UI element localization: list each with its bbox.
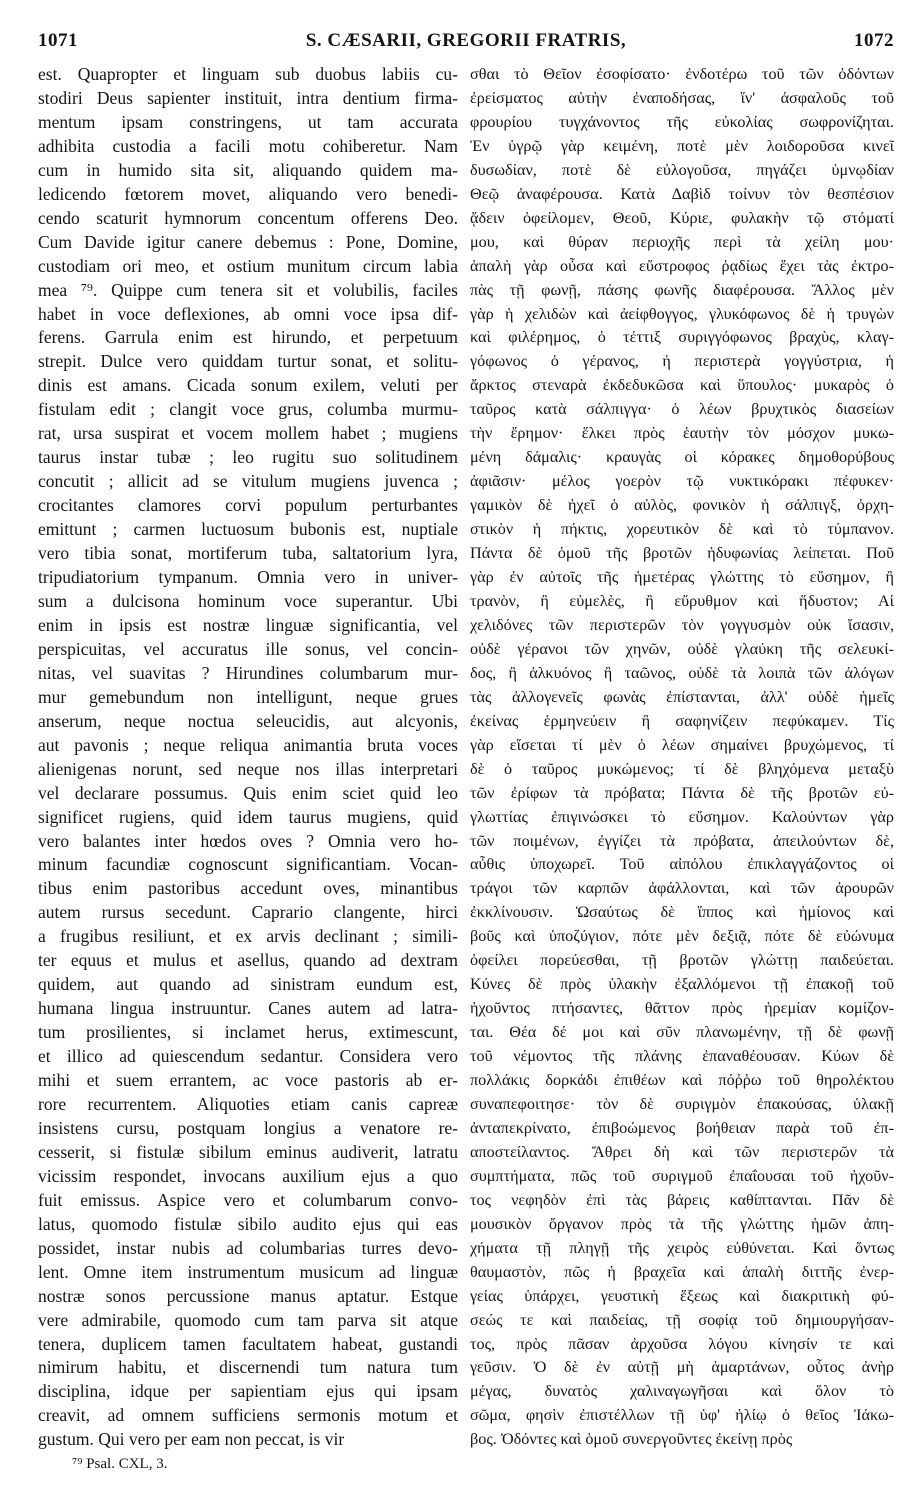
greek-text-line: δὲ ὁ ταῦρος μυκώμενος; τί δὲ βληχόμενα μεταξὺ	[470, 759, 894, 778]
latin-text-line: gustum. Qui vero per eam non peccat, is vir	[38, 1429, 345, 1450]
latin-text-line: emittunt ; carmen luctuosum bubonis est, nuptiale	[38, 519, 458, 540]
greek-text-line: πολλάκις δορκάδι ἐπιθέων καὶ πόῤῥω τοῦ θηρολέκτου	[470, 1071, 894, 1090]
latin-text-line: a frugibus resiliunt, et ex arvis declinant ; simili-	[38, 926, 458, 947]
latin-text-line: cendo scaturit hymnorum concentum offerens Deo.	[38, 207, 458, 228]
latin-text-line: habet in voce deflexiones, ab omni voce ipsa dif-	[38, 303, 458, 324]
latin-text-line: mihi et suem errantem, ac voce pastoris ab er-	[38, 1070, 458, 1091]
footnote: ⁷⁹ Psal. CXL, 3.	[72, 1456, 168, 1472]
running-title: S. CÆSARII, GREGORII FRATRIS,	[305, 30, 627, 51]
latin-text-line: strepit. Dulce vero quiddam turtur sonat, et solitu-	[38, 351, 458, 372]
greek-text-line: μουσικὸν ὄργανον πρὸς τὰ τῆς γλώττης ἡμῶν ἀπη-	[470, 1214, 894, 1233]
latin-text-line: rat, ursa suspirat et vocem mollem habet ; mugiens	[38, 423, 458, 444]
latin-text-line: vere admirabile, quomodo cum tam parva sit atque	[38, 1309, 458, 1330]
latin-text-line: et illico ad quiescendum sedantur. Considera vero	[38, 1046, 458, 1067]
greek-text-line: γὰρ εἴσεται τί μὲν ὁ λέων σημαίνει βρυχώμενος, τί	[470, 735, 894, 754]
latin-text-line: tum prosilientes, si inclamet herus, extimescunt,	[38, 1022, 458, 1043]
greek-text-line: γλωττίας ἐπιγινώσκει τὸ εὔσημον. Καλούντων γὰρ	[470, 807, 894, 826]
greek-text-line: ἁπαλὴ γὰρ οὖσα καὶ εὔστροφος ῥᾳδίως ἔχει τὰς ἐκτρο-	[470, 256, 894, 275]
greek-text-line: ἠχοῦντος πτήσαντες, θᾶττον πρὸς ἠρεμίαν κομίζον-	[470, 999, 894, 1018]
greek-column	[470, 63, 894, 1452]
greek-text-line: φρουρίου τυγχάνοντος τῆς εὐκολίας σωφρονίζηται.	[470, 112, 894, 131]
greek-text-line: γὰρ ἡ χελιδὼν καὶ ἀείφθογγος, γλυκόφωνος δὲ ἡ τρυγὼν	[470, 304, 894, 323]
greek-text-line: σθαι τὸ Θεῖον ἐσοφίσατο· ἐνδοτέρω τοῦ τῶν ὀδόντων	[470, 65, 894, 83]
greek-text-line: σῶμα, φησὶν ἐπιστέλλων τῇ ὑφ' ἡλίῳ ὁ θεῖος Ἰάκω-	[470, 1406, 894, 1425]
greek-text-line: ᾄδειν ὀφείλομεν, Θεοῦ, Κύριε, φυλακὴν τῷ στόματί	[470, 208, 894, 227]
latin-text-line: sum a dulcisona hominum voce superantur. Ubi	[38, 590, 458, 611]
greek-text-line: βοῦς καὶ ὑποζύγιον, πότε μὲν δεξιᾷ, πότε δὲ εὐώνυμα	[470, 927, 894, 946]
greek-text-line: ὀφείλει πορεύεσθαι, τῇ βροτῶν γλώττῃ παιδεύεται.	[470, 951, 894, 970]
greek-text-line: γὰρ ἐν αὐτοῖς τῆς ἡμετέρας γλώττης τὸ εὔσημον, ἢ	[470, 568, 894, 587]
greek-text-line: τοῦ νέμοντος τῆς πλάνης ἐπαναθέουσαν. Κύων δὲ	[470, 1047, 894, 1066]
latin-text-line: mentum ipsam constringens, ut tam accurata	[38, 111, 458, 132]
greek-text-line: σεώς τε καὶ παιδείας, τῇ σοφίᾳ τοῦ δημιουργήσαν-	[470, 1310, 894, 1329]
greek-text-line: θαυμαστὸν, πῶς ἡ βραχεῖα καὶ ἁπαλὴ διττῆς ἐνερ-	[470, 1262, 894, 1281]
latin-text-line: dinis est amans. Cicada sonum exilem, veluti per	[38, 375, 458, 396]
greek-text-line: αποστείλαντος. Ἄθρει δὴ καὶ τῶν περιστερῶν τὰ	[470, 1142, 894, 1161]
latin-text-line: Cum Davide igitur canere debemus : Pone, Domine,	[38, 231, 458, 252]
latin-text-line: vel declarare possumus. Quis enim sciet quid leo	[38, 782, 458, 803]
greek-text-line: δος, ἢ ἀλκυόνος ἢ ταῶνος, οὐδὲ τὰ λοιπὰ τῶν ἀλόγων	[470, 663, 894, 682]
latin-text-line: mea ⁷⁹. Quippe cum tenera sit et volubilis, faciles	[38, 279, 458, 300]
latin-text-line: insistens cursu, postquam longius a venatore re-	[38, 1117, 458, 1138]
greek-text-line: Θεῷ ἀναφέρουσα. Κατὰ Δαβὶδ τοίνυν τὸν θεσπέσιον	[470, 184, 894, 203]
greek-text-line: τράγοι τῶν καρπῶν ἀφάλλονται, καὶ τῶν ἀρουρῶν	[470, 879, 894, 898]
latin-text-line: est. Quapropter et linguam sub duobus labiis cu-	[38, 64, 458, 84]
greek-text-line: συμπτήματα, πῶς τοῦ συριγμοῦ ἐπαΐουσαι τοῦ ἠχοῦν-	[470, 1166, 894, 1185]
latin-text-line: tripudiatorium tympanum. Omnia vero in univer-	[38, 567, 458, 588]
greek-text-line: ἄρκτος στεναρὰ ἐκδεδυκῶσα καὶ ὕπουλος· μυκαρὸς ὁ	[470, 376, 894, 395]
latin-text-line: possidet, instar nubis ad columbarias turres devo-	[38, 1237, 458, 1258]
latin-text-line: nitas, vel suavitas ? Hirundines columbarum mur-	[38, 662, 458, 683]
greek-text-line: τρανὸν, ἢ εὐμελὲς, ἢ εὔρυθμον καὶ ἥδυστον; Αἱ	[470, 591, 894, 610]
latin-text-line: significet rugiens, quid idem taurus mugiens, quid	[38, 806, 458, 827]
latin-column	[38, 63, 458, 1452]
greek-text-line: τος, πρὸς πᾶσαν ἀρχοῦσα λόγου κίνησίν τε καὶ	[470, 1334, 894, 1353]
latin-text-line: crocitantes clamores corvi populum perturbantes	[38, 495, 458, 516]
latin-text-line: perspicuitas, vel accuratus ille sonus, vel concin-	[38, 638, 458, 659]
latin-text-line: vero balantes inter hœdos oves ? Omnia vero ho-	[38, 830, 458, 851]
latin-text-line: anserum, neque noctua seleucidis, aut alcyonis,	[38, 710, 458, 731]
greek-text-line: τῶν ἐρίφων τὰ πρόβατα; Πάντα δὲ τῆς βροτῶν εὐ-	[470, 783, 894, 802]
greek-text-line: καὶ φιλέρημος, ὁ τέττιξ συριγγόφωνος βραχὺς, κλαγ-	[470, 328, 894, 347]
greek-text-line: γαμικὸν δὲ ἠχεῖ ὁ αὐλὸς, φονικὸν ἡ σάλπιγξ, ὀρχη-	[470, 496, 894, 515]
greek-text-line: γείας ὑπάρχει, γευστικὴ ἕξεως καὶ διακριτικὴ φύ-	[470, 1286, 894, 1305]
greek-text-line: Κύνες δὲ πρὸς ὑλακὴν ἐξαλλόμενοι τῇ ἐπακοῇ τοῦ	[470, 975, 894, 994]
latin-text-line: vicissim respondet, invocans auxilium ejus a quo	[38, 1165, 458, 1186]
latin-text-line: ferens. Garrula enim est hirundo, et perpetuum	[38, 327, 458, 348]
greek-text-line: βος. Ὀδόντες καὶ ὁμοῦ συνεργοῦντες ἐκείνῃ πρὸς	[470, 1430, 793, 1449]
latin-text-line: autem rursus secedunt. Caprario clangente, hirci	[38, 902, 458, 923]
latin-text-line: mur gemebundum non intelligunt, neque grues	[38, 686, 458, 707]
greek-text-line: πὰς τῇ φωνῇ, πάσης φωνῆς διαφέρουσα. Ἄλλος μὲν	[470, 280, 894, 299]
greek-text-line: χήματα τῇ πληγῇ τῆς χειρὸς εὐθύνεται. Καὶ ὄντως	[470, 1238, 894, 1257]
latin-text-line: minum facundiæ cognoscunt significantiam. Vocan-	[38, 854, 458, 875]
latin-text-line: rore recurrentem. Aliquoties etiam canis capreæ	[38, 1093, 458, 1114]
greek-text-line: οὐδὲ γέρανοι τῶν χηνῶν, οὐδὲ γλαύκη τῆς σελευκί-	[470, 639, 894, 658]
latin-text-line: latus, quomodo fistulæ sibilo audito ejus qui eas	[38, 1213, 458, 1234]
greek-text-line: τος νεφηδὸν ἐπὶ τὰς βάρεις καθίπτανται. Πᾶν δὲ	[470, 1190, 894, 1209]
latin-text-line: cum in humido sita sit, aliquando quidem ma-	[38, 159, 458, 180]
page-number-left: 1071	[38, 30, 78, 51]
greek-text-line: τῶν ποιμένων, ἐγγίζει τὰ πρόβατα, ἀπειλούντων δὲ,	[470, 831, 894, 850]
latin-text-line: custodiam ori meo, et ostium munitum circum labia	[38, 255, 458, 276]
latin-text-line: nimirum habitu, et discernendi tum natura tum	[38, 1357, 458, 1378]
latin-text-line: nostræ sonos percussione manus aptatur. Estque	[38, 1285, 458, 1306]
latin-text-line: ter equus et mulus et asellus, quando ad dextram	[38, 950, 458, 971]
greek-text-line: δυσωδίαν, ποτὲ δὲ εὐλογοῦσα, πηγάζει ὑμνῳδίαν	[470, 160, 894, 179]
latin-text-line: cesserit, si fistulæ sibilum eminus audiverit, latratu	[38, 1141, 458, 1162]
latin-text-line: fistulam edit ; clangit voce grus, columba murmu-	[38, 399, 458, 420]
latin-text-line: enim in ipsis est nostræ linguæ significantia, vel	[38, 614, 458, 635]
latin-text-line: creavit, ad omnem sufficiens sermonis motum et	[38, 1405, 458, 1426]
latin-text-line: taurus instar tubæ ; leo rugitu suo solitudinem	[38, 447, 458, 468]
latin-text-line: ledicendo fœtorem movet, aliquando vero benedi-	[38, 183, 458, 204]
greek-text-line: τὴν ἔρημον· ἕλκει πρὸς ἑαυτὴν τὸν μόσχον μυκω-	[470, 424, 894, 443]
greek-text-line: Ἐν ὑγρῷ γὰρ κειμένη, ποτὲ μὲν λοιδοροῦσα κινεῖ	[470, 136, 894, 155]
greek-text-line: γόφωνος ὁ γέρανος, ἡ περιστερὰ γογγύστρια, ἡ	[470, 352, 894, 371]
latin-text-line: disciplina, idque per sapientiam ejus qui ipsam	[38, 1381, 458, 1402]
latin-text-line: alienigenas norunt, sed neque nos illas interpretari	[38, 758, 458, 779]
greek-text-line: μου, καὶ θύραν περιοχῆς περὶ τὰ χείλη μου·	[470, 232, 894, 251]
latin-text-line: tenera, duplicem tamen facultatem habeat, gustandi	[38, 1333, 458, 1354]
greek-text-line: συναπεφοιτησε· τὸν δὲ συριγμὸν ἐπακούσας, ὑλακῇ	[470, 1094, 894, 1113]
latin-text-line: concutit ; allicit ad se vitulum mugiens juvenca ;	[38, 471, 458, 492]
latin-text-line: adhibita custodia a facili motu cohiberetur. Nam	[38, 135, 458, 156]
greek-text-line: αὖθις ὑποχωρεῖ. Τοῦ αἰπόλου ἐπικλαγγάζοντος οἱ	[470, 855, 894, 874]
greek-text-line: γεῦσιν. Ὁ δὲ ἐν αὐτῇ μὴ ἁμαρτάνων, οὗτος ἀνὴρ	[470, 1358, 894, 1377]
greek-text-line: μένη δάμαλις· κραυγὰς οἱ κόρακες δημοθορύβους	[470, 448, 894, 467]
running-head	[38, 30, 894, 56]
greek-text-line: μέγας, δυνατὸς χαλιναγωγῆσαι καὶ ὅλον τὸ	[470, 1382, 894, 1401]
latin-text-line: lent. Omne item instrumentum musicum ad linguæ	[38, 1261, 458, 1282]
latin-text-line: aut pavonis ; neque reliqua animantia bruta voces	[38, 734, 458, 755]
greek-text-line: ται. Θέα δέ μοι καὶ σῦν πλανωμένην, τῇ δὲ φωνῇ	[470, 1023, 894, 1042]
greek-text-line: ἀφιᾶσιν· μέλος γοερὸν τῷ νυκτικόρακι πέφυκεν·	[470, 472, 894, 491]
latin-text-line: humana lingua instruuntur. Canes autem ad latra-	[38, 998, 458, 1019]
greek-text-line: τὰς ἀλλογενεῖς φωνὰς ἐπίστανται, ἀλλ' οὐδὲ ἡμεῖς	[470, 687, 894, 706]
greek-text-line: ἀνταπεκρίνατο, ἐπιβοώμενος βοήθειαν παρὰ τοῦ ἐπ-	[470, 1118, 894, 1137]
latin-text-line: stodiri Deus sapienter instituit, intra dentium firma-	[38, 87, 458, 108]
greek-text-line: ταῦρος κατὰ σάλπιγγα· ὁ λέων βρυχτικὸς διασείων	[470, 400, 894, 419]
latin-text-line: quidem, aut quando ad sinistram eundum est,	[38, 974, 458, 995]
greek-text-line: ἐκείνας ἑρμηνεύειν ἢ σαφηνίζειν πεφύκαμεν. Τίς	[470, 711, 894, 730]
greek-text-line: ἐρείσματος αὐτὴν ἐναποδήσας, ἵν' ἀσφαλοῦς τοῦ	[470, 88, 894, 107]
greek-text-line: στικὸν ἡ πήκτις, χορευτικὸν δὲ καὶ τὸ τύμπανον.	[470, 520, 894, 539]
greek-text-line: χελιδόνες τῶν περιστερῶν τὸν γογγυσμὸν οὐκ ἴσασιν,	[470, 615, 894, 634]
greek-text-line: ἐκκλίνουσιν. Ὡσαύτως δὲ ἵππος καὶ ἡμίονος καὶ	[470, 903, 894, 922]
page-number-right: 1072	[854, 30, 894, 51]
latin-text-line: vero tibia sonat, mortiferum tuba, saltatorium lyra,	[38, 543, 458, 564]
latin-text-line: fuit emissus. Aspice vero et columbarum convo-	[38, 1189, 458, 1210]
latin-text-line: tibus enim pastoribus accedunt oves, minantibus	[38, 878, 458, 899]
greek-text-line: Πάντα δὲ ὁμοῦ τῆς βροτῶν ἡδυφωνίας λείπεται. Ποῦ	[470, 544, 894, 563]
